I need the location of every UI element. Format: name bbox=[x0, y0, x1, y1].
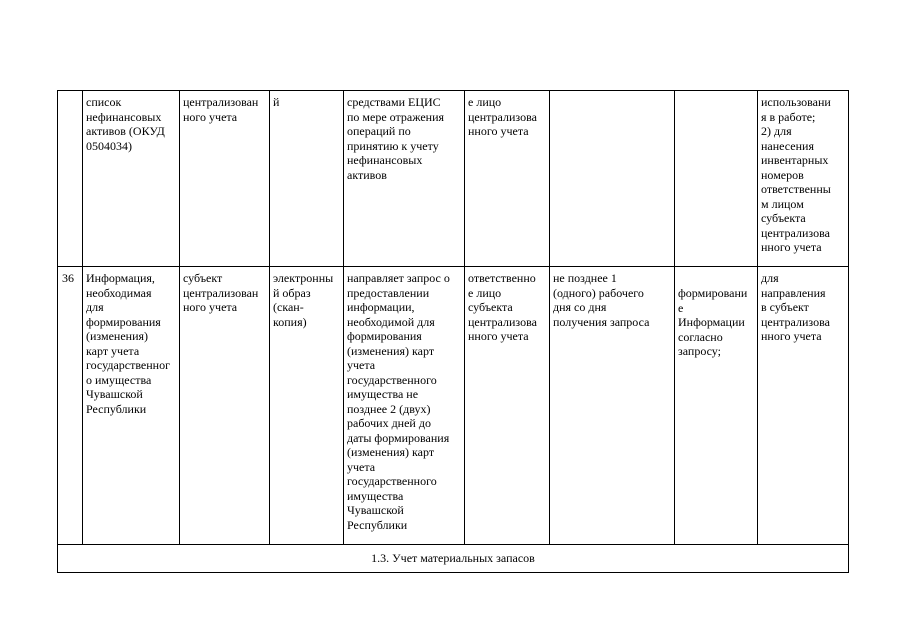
purpose-cell: для направления в субъект централизова нного учета bbox=[758, 267, 849, 545]
table-row bbox=[58, 91, 849, 267]
action-cell: формировани е Информации согласно запросу; bbox=[675, 267, 758, 545]
deadline-cell bbox=[550, 91, 675, 267]
deadline-cell: не позднее 1 (одного) рабочего дня со дня получения запроса bbox=[550, 267, 675, 545]
creator-cell: централизован ного учета bbox=[180, 91, 270, 267]
section-title: 1.3. Учет материальных запасов bbox=[58, 545, 849, 573]
row-number-cell bbox=[58, 91, 83, 267]
action-cell bbox=[675, 91, 758, 267]
row-number-cell: 36 bbox=[58, 267, 83, 545]
format-cell: электронны й образ (скан- копия) bbox=[270, 267, 344, 545]
responsible-cell: е лицо централизова нного учета bbox=[465, 91, 550, 267]
procedure-cell: средствами ЕЦИС по мере отражения операций по принятию к учету нефинансовых активов bbox=[344, 91, 465, 267]
table-row bbox=[58, 267, 849, 545]
purpose-cell: использовани я в работе; 2) для нанесения инвентарных номеров ответственны м лицом субъекта централизова нного учета bbox=[758, 91, 849, 267]
procedure-cell: направляет запрос о предоставлении информации, необходимой для формирования (изменения) карт учета государственного имущества не позднее 2 (двух) рабочих дней до даты формирования (изменения) карт учета государственного имущества Чувашской Республики bbox=[344, 267, 465, 545]
document-name-cell: список нефинансовых активов (ОКУД 0504034) bbox=[83, 91, 180, 267]
responsible-cell: ответственно е лицо субъекта централизова нного учета bbox=[465, 267, 550, 545]
section-row bbox=[58, 545, 849, 573]
format-cell: й bbox=[270, 91, 344, 267]
document-name-cell: Информация, необходимая для формирования (изменения) карт учета государственног о имущества Чувашской Республики bbox=[83, 267, 180, 545]
document-table bbox=[57, 90, 849, 573]
creator-cell: субъект централизован ного учета bbox=[180, 267, 270, 545]
